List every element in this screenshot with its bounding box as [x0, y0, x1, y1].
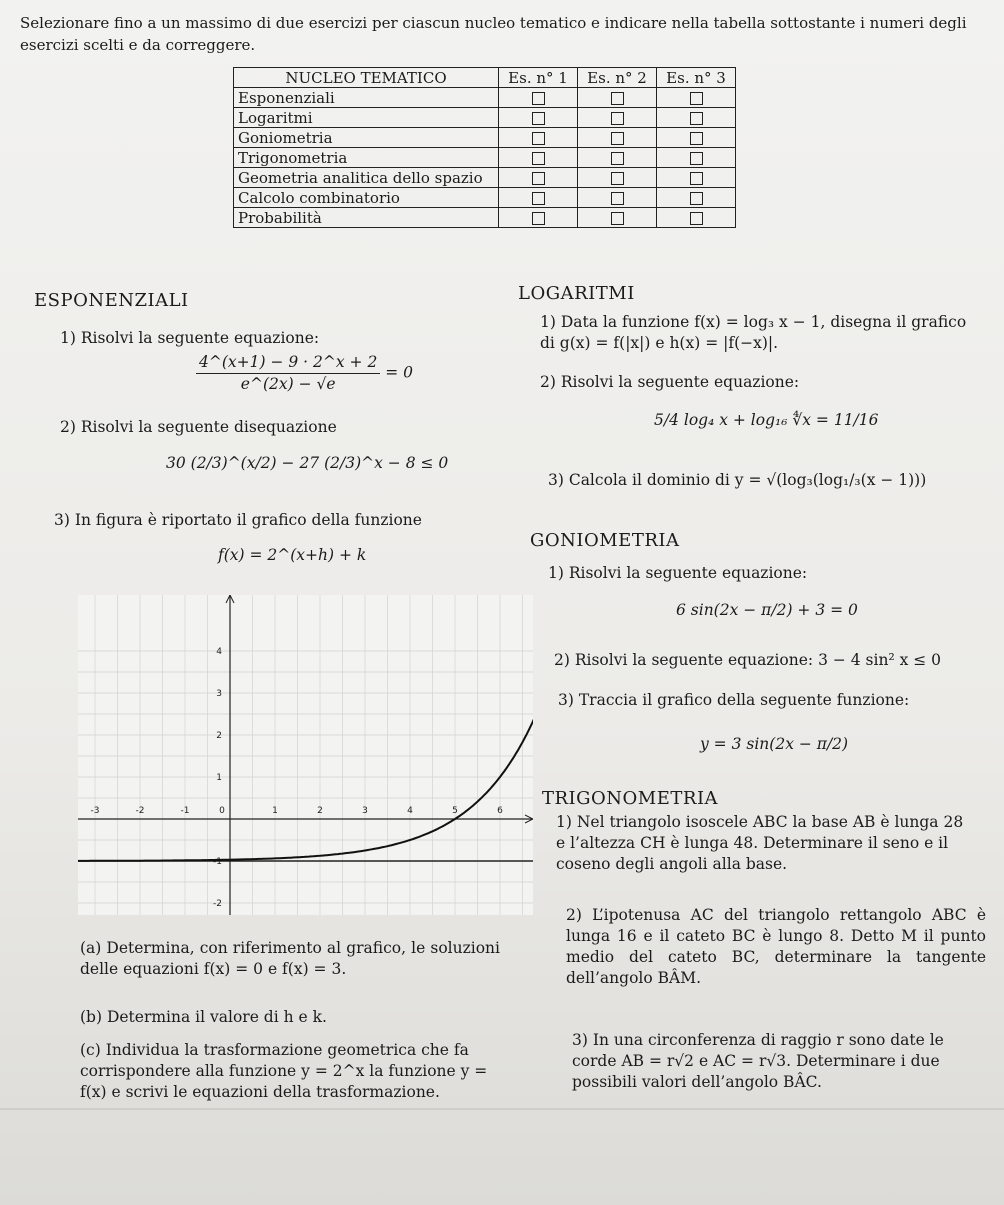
- gon-ex1-label: 1) Risolvi la seguente equazione:: [548, 564, 808, 582]
- exponential-graph: [78, 595, 533, 915]
- page-edge: [0, 1108, 1004, 1110]
- checkbox[interactable]: [611, 212, 624, 225]
- checkbox[interactable]: [690, 92, 703, 105]
- x-tick-label: 0: [219, 806, 225, 816]
- esp-ex1-equation: [196, 352, 413, 395]
- esp-ex2-label: 2) Risolvi la seguente disequazione: [60, 418, 337, 436]
- checkbox[interactable]: [532, 212, 545, 225]
- log-ex2-label: 2) Risolvi la seguente equazione:: [540, 373, 800, 391]
- x-tick-label: 4: [407, 806, 413, 816]
- checkbox[interactable]: [611, 192, 624, 205]
- y-tick-label: 3: [216, 689, 222, 699]
- checkbox[interactable]: [532, 152, 545, 165]
- checkbox[interactable]: [532, 192, 545, 205]
- checkbox[interactable]: [690, 192, 703, 205]
- topic-label: Logaritmi: [234, 108, 499, 128]
- gon-ex3-label: 3) Traccia il grafico della seguente funzione:: [558, 691, 910, 709]
- log-ex2-equation: 5/4 log₄ x + log₁₆ ∜x = 11/16: [654, 411, 879, 429]
- log-ex1: 1) Data la funzione f(x) = log₃ x − 1, disegna il grafico di g(x) = f(|x|) e h(x) = |f(−x)|.: [540, 313, 967, 352]
- topic-label: Probabilità: [234, 208, 499, 228]
- section-title-trigonometria: TRIGONOMETRIA: [542, 788, 719, 809]
- x-tick-label: 2: [317, 806, 323, 816]
- section-title-logaritmi: LOGARITMI: [518, 283, 635, 304]
- esp-ex1-numerator: 4^(x+1) − 9 · 2^x + 2: [196, 352, 380, 374]
- x-tick-label: -3: [90, 806, 100, 816]
- gon-ex1-equation: 6 sin(2x − π/2) + 3 = 0: [676, 601, 858, 619]
- checkbox[interactable]: [532, 132, 545, 145]
- table-row: [234, 168, 736, 188]
- esp-ex1-rhs: = 0: [385, 363, 414, 382]
- checkbox[interactable]: [690, 152, 703, 165]
- checkbox[interactable]: [532, 92, 545, 105]
- checkbox[interactable]: [532, 172, 545, 185]
- checkbox[interactable]: [611, 92, 624, 105]
- esp-ex3-part-a: (a) Determina, con riferimento al grafico, le soluzioni delle equazioni f(x) = 0 e f(x) = 3.: [80, 939, 500, 978]
- topic-label: Goniometria: [234, 128, 499, 148]
- checkbox[interactable]: [690, 172, 703, 185]
- checkbox[interactable]: [532, 112, 545, 125]
- checkbox[interactable]: [690, 112, 703, 125]
- gon-ex3-equation: y = 3 sin(2x − π/2): [700, 735, 849, 753]
- esp-ex3-label: 3) In figura è riportato il grafico della funzione: [54, 511, 422, 529]
- table-header-ex1: Es. n° 1: [499, 68, 578, 88]
- topic-label: Esponenziali: [234, 88, 499, 108]
- checkbox[interactable]: [611, 132, 624, 145]
- trig-ex3: 3) In una circonferenza di raggio r sono date le corde AB = r√2 e AC = r√3. Determinare i due possibili valori dell’angolo BÂC.: [572, 1031, 944, 1091]
- table-row: [234, 208, 736, 228]
- esp-ex3-function: f(x) = 2^(x+h) + k: [218, 546, 367, 564]
- topic-label: Geometria analitica dello spazio: [234, 168, 499, 188]
- checkbox[interactable]: [611, 172, 624, 185]
- checkbox[interactable]: [611, 152, 624, 165]
- topics-table: [233, 67, 736, 228]
- esp-ex2-equation: 30 (2/3)^(x/2) − 27 (2/3)^x − 8 ≤ 0: [166, 454, 449, 472]
- topic-label: Calcolo combinatorio: [234, 188, 499, 208]
- checkbox[interactable]: [690, 132, 703, 145]
- checkbox[interactable]: [690, 212, 703, 225]
- esp-ex3-part-b: (b) Determina il valore di h e k.: [80, 1008, 327, 1026]
- log-ex3: 3) Calcola il dominio di y = √(log₃(log₁/₃(x − 1))): [548, 471, 927, 489]
- esp-ex1-denominator: e^(2x) − √e: [240, 375, 336, 393]
- x-tick-label: 5: [452, 806, 458, 816]
- section-title-goniometria: GONIOMETRIA: [530, 530, 680, 551]
- x-tick-label: 1: [272, 806, 278, 816]
- table-row: [234, 148, 736, 168]
- y-tick-label: 4: [216, 647, 222, 657]
- x-tick-label: -2: [135, 806, 145, 816]
- topic-label: Trigonometria: [234, 148, 499, 168]
- trig-ex1: 1) Nel triangolo isoscele ABC la base AB è lunga 28 e l’altezza CH è lunga 48. Determinare il seno e il coseno degli angoli alla base.: [556, 813, 964, 873]
- table-row: [234, 188, 736, 208]
- table-row: [234, 88, 736, 108]
- y-tick-label: 2: [216, 731, 222, 741]
- esp-ex1-label: 1) Risolvi la seguente equazione:: [60, 329, 320, 347]
- gon-ex2: 2) Risolvi la seguente equazione: 3 − 4 sin² x ≤ 0: [554, 651, 942, 669]
- table-header-ex3: Es. n° 3: [657, 68, 736, 88]
- table-row: [234, 108, 736, 128]
- x-tick-label: -1: [180, 806, 190, 816]
- y-tick-label: 1: [216, 773, 222, 783]
- table-header-topic: NUCLEO TEMATICO: [234, 68, 499, 88]
- section-title-esponenziali: ESPONENZIALI: [34, 290, 189, 311]
- trig-ex2: 2) L’ipotenusa AC del triangolo rettangolo ABC è lunga 16 e il cateto BC è lungo 8. Detto M il punto medio del cateto BC, determinare la tangente dell’angolo BÂM.: [566, 906, 986, 987]
- y-tick-label: -2: [213, 899, 222, 909]
- instructions-text: Selezionare fino a un massimo di due esercizi per ciascun nucleo tematico e indicare nella tabella sottostante i numeri degli esercizi scelti e da correggere.: [20, 14, 967, 54]
- x-tick-label: 3: [362, 806, 368, 816]
- esp-ex3-part-c: (c) Individua la trasformazione geometrica che fa corrispondere alla funzione y = 2^x la funzione y = f(x) e scrivi le equazioni della trasformazione.: [80, 1041, 488, 1101]
- table-row: [234, 128, 736, 148]
- x-tick-label: 6: [497, 806, 503, 816]
- table-header-ex2: Es. n° 2: [578, 68, 657, 88]
- checkbox[interactable]: [611, 112, 624, 125]
- y-tick-label: -1: [213, 857, 222, 867]
